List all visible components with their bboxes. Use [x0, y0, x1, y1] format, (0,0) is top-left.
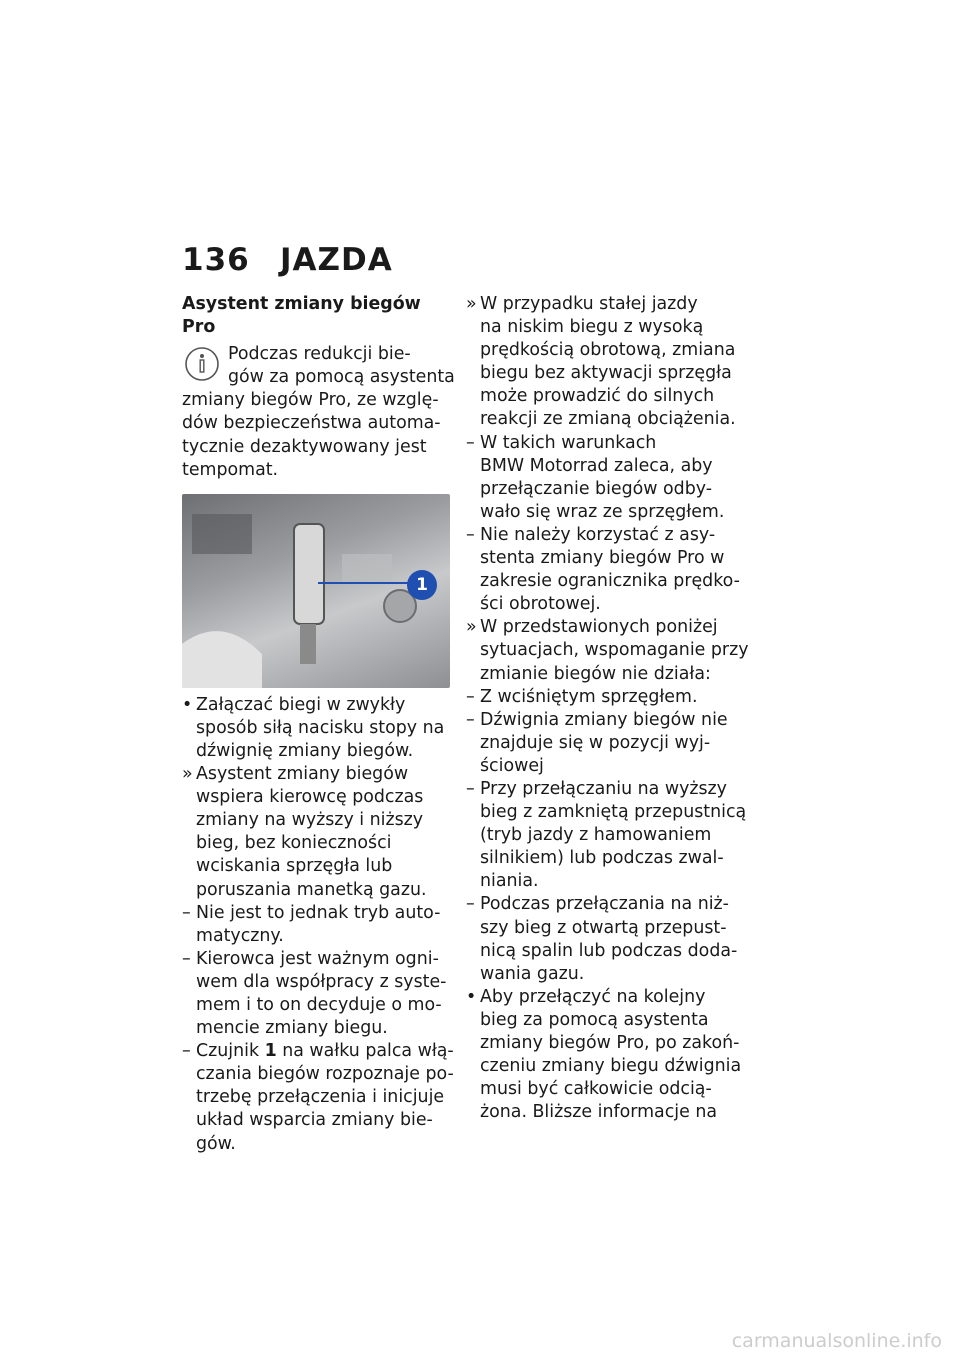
list-item: [466, 686, 756, 709]
text-line: czania biegów rozpoznaje po-: [196, 1064, 454, 1085]
list-item: [466, 616, 756, 685]
text-line: Aby przełączyć na kolejny: [480, 986, 706, 1007]
text-line: ści obrotowej.: [480, 594, 601, 615]
text-line: stenta zmiany biegów Pro w: [480, 548, 725, 569]
text-line: zmiany biegów Pro, po zakoń-: [480, 1033, 740, 1053]
text-line: wspiera kierowcę podczas: [196, 787, 424, 808]
list-marker: –: [182, 902, 191, 923]
list-marker: –: [466, 524, 475, 545]
list-item-sensor: [182, 1040, 458, 1155]
list-item: [182, 902, 458, 948]
text-line: Dźwignia zmiany biegów nie: [480, 709, 728, 730]
list-item: [466, 432, 756, 524]
text-line: Kierowca jest ważnym ogni-: [196, 948, 439, 969]
list-marker: »: [466, 617, 477, 638]
note-text: [182, 343, 458, 482]
section-title: Asystent zmiany biegów Pro: [182, 294, 421, 338]
text-line: musi być całkowicie odcią-: [480, 1079, 712, 1100]
text-line: W takich warunkach: [480, 432, 657, 453]
text-line: szy bieg z otwartą przepust-: [480, 917, 727, 938]
list-marker: –: [466, 709, 475, 730]
sensor-ref: 1: [264, 1041, 277, 1062]
list-item: [466, 986, 756, 1125]
text-line: bieg, bez konieczności: [196, 833, 392, 854]
watermark: carmanualsonline.info: [731, 1330, 942, 1352]
sensor-rest: na wałku palca włą-: [276, 1041, 454, 1062]
text-line: gów za pomocą asystenta: [228, 367, 455, 388]
text-line: bieg za pomocą asystenta: [480, 1009, 709, 1030]
list-marker: •: [182, 694, 193, 715]
text-line: znajduje się w pozycji wyj-: [480, 732, 711, 753]
right-column: [466, 293, 756, 1124]
list-marker: –: [466, 778, 475, 799]
text-line: układ wsparcia zmiany bie-: [196, 1110, 433, 1131]
text-line: sposób siłą nacisku stopy na: [196, 717, 445, 738]
text-line: W przedstawionych poniżej: [480, 617, 718, 638]
text-line: na niskim biegu z wysoką: [480, 317, 704, 338]
text-line: mencie zmiany biegu.: [196, 1018, 388, 1039]
text-line: matyczny.: [196, 925, 284, 946]
text-line: może prowadzić do silnych: [480, 386, 715, 407]
list-item: [466, 778, 756, 893]
right-list: [466, 293, 756, 1124]
text-line: wało się wraz ze sprzęgłem.: [480, 501, 725, 522]
text-line: zmiany na wyższy i niższy: [196, 810, 424, 831]
list-marker: »: [182, 764, 193, 785]
text-line: żona. Bliższe informacje na: [480, 1102, 717, 1123]
note-block: [182, 343, 458, 482]
list-item: [182, 694, 458, 763]
text-line: silnikiem) lub podczas zwal-: [480, 848, 724, 869]
page-header: [182, 242, 393, 278]
text-line: zmiany biegów Pro, ze wzglę-: [182, 390, 439, 411]
text-line: Podczas przełączania na niż-: [480, 894, 729, 915]
text-line: mem i to on decyduje o mo-: [196, 994, 442, 1015]
text-line: prędkością obrotową, zmiana: [480, 340, 736, 361]
text-line: (tryb jazdy z hamowaniem: [480, 825, 712, 846]
list-item: [466, 293, 756, 432]
list-marker: »: [466, 294, 477, 314]
text-line: Nie jest to jednak tryb auto-: [196, 902, 441, 923]
callout-1: 1: [407, 570, 437, 600]
list-marker: –: [466, 432, 475, 453]
text-line: zakresie ogranicznika prędko-: [480, 571, 740, 592]
text-line: Przy przełączaniu na wyższy: [480, 778, 727, 799]
text-line: przełączanie biegów odby-: [480, 478, 713, 499]
text-line: gów.: [196, 1133, 236, 1154]
text-line: ściowej: [480, 755, 544, 776]
text-line: tycznie dezaktywowany jest: [182, 436, 427, 457]
text-line: bieg z zamkniętą przepustnicą: [480, 802, 747, 823]
sensor-lines: [196, 1063, 458, 1155]
text-line: Nie należy korzystać z asy-: [480, 524, 716, 545]
list-marker: •: [466, 986, 477, 1007]
text-line: niania.: [480, 871, 539, 892]
text-line: czeniu zmiany biegu dźwignia: [480, 1056, 742, 1077]
chapter-title: JAZDA: [280, 242, 393, 278]
text-line: sytuacjach, wspomaganie przy: [480, 640, 749, 661]
text-line: Z wciśniętym sprzęgłem.: [480, 686, 698, 707]
text-line: tempomat.: [182, 459, 279, 480]
list-item: [466, 709, 756, 778]
page-number: 136: [182, 242, 250, 278]
text-line: wem dla współpracy z syste-: [196, 971, 447, 992]
sensor-prefix: Czujnik: [196, 1041, 265, 1062]
list-item: [466, 893, 756, 985]
text-line: Asystent zmiany biegów: [196, 764, 409, 785]
list-item: [182, 948, 458, 1040]
info-icon: [182, 345, 222, 383]
left-column: [182, 293, 458, 1156]
list-marker: –: [182, 1041, 191, 1062]
text-line: Podczas redukcji bie-: [228, 344, 411, 365]
list-marker: –: [466, 894, 475, 915]
text-line: BMW Motorrad zaleca, aby: [480, 455, 713, 476]
text-line: zmianie biegów nie działa:: [480, 663, 711, 684]
text-line: wciskania sprzęgła lub: [196, 856, 393, 877]
list-item: [466, 524, 756, 616]
text-line: biegu bez aktywacji sprzęgła: [480, 363, 732, 384]
text-line: dów bezpieczeństwa automa-: [182, 413, 441, 434]
text-line: poruszania manetką gazu.: [196, 879, 427, 900]
text-line: reakcji ze zmianą obciążenia.: [480, 409, 736, 430]
list-item: [182, 763, 458, 902]
figure-gear-sensor: [182, 494, 450, 688]
text-line: dźwignię zmiany biegów.: [196, 740, 414, 761]
list-marker: –: [466, 686, 475, 707]
text-line: Załączać biegi w zwykły: [196, 694, 406, 715]
text-line: wania gazu.: [480, 963, 585, 984]
list-marker: –: [182, 948, 191, 969]
left-list: [182, 694, 458, 1040]
callout-line: [318, 582, 414, 584]
text-line: nicą spalin lub podczas doda-: [480, 940, 738, 961]
text-line: W przypadku stałej jazdy: [480, 294, 698, 314]
text-line: trzebę przełączenia i inicjuje: [196, 1087, 445, 1108]
